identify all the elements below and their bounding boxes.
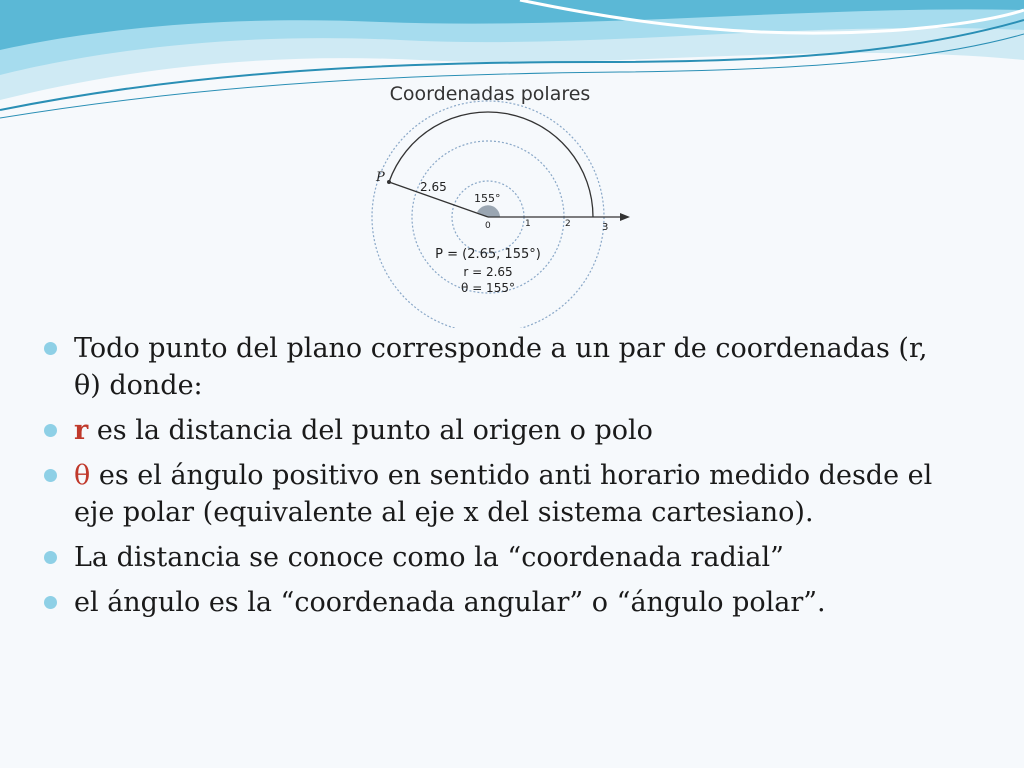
bullet-text: es la distancia del punto al origen o polo (88, 415, 653, 446)
axis-tick-1: 1 (525, 219, 531, 229)
bullet-item (44, 330, 944, 404)
bullet-lead: θ (74, 460, 91, 491)
bullet-text: es el ángulo positivo en sentido anti horario medido desde el eje polar (equivalente al eje x del sistema cartesiano). (74, 460, 933, 528)
radius-label: 2.65 (420, 180, 447, 194)
bullet-text: el ángulo es la “coordenada angular” o “ángulo polar”. (74, 587, 826, 618)
r-value: r = 2.65 (463, 265, 513, 279)
bullet-item (44, 457, 944, 531)
diagram-title: Coordenadas polares (389, 83, 591, 105)
bullet-text: Todo punto del plano corresponde a un par de coordenadas (r, θ) donde: (74, 333, 928, 401)
point-label: P (376, 170, 385, 185)
theta-value: θ = 155° (461, 281, 515, 295)
angle-label: 155° (474, 192, 501, 205)
polar-axis-arrow (620, 213, 630, 221)
bullet-item (44, 412, 944, 449)
bullet-icon (44, 342, 57, 355)
axis-tick-3: 3 (602, 222, 609, 233)
bullet-icon (44, 551, 57, 564)
axis-tick-0: 0 (485, 221, 491, 231)
bullet-item (44, 584, 944, 621)
bullet-item (44, 539, 944, 576)
bullet-list (44, 330, 944, 629)
bullet-icon (44, 596, 57, 609)
bullet-lead: r (74, 415, 89, 446)
bullet-icon (44, 469, 57, 482)
angle-sector (477, 205, 500, 217)
bullet-icon (44, 424, 57, 437)
axis-tick-2: 2 (565, 219, 571, 229)
point-equation: P = (2.65, 155°) (435, 247, 541, 262)
bullet-text: La distancia se conoce como la “coordenada radial” (74, 542, 784, 573)
point-p-marker (387, 180, 391, 184)
polar-coordinates-diagram (340, 78, 640, 328)
